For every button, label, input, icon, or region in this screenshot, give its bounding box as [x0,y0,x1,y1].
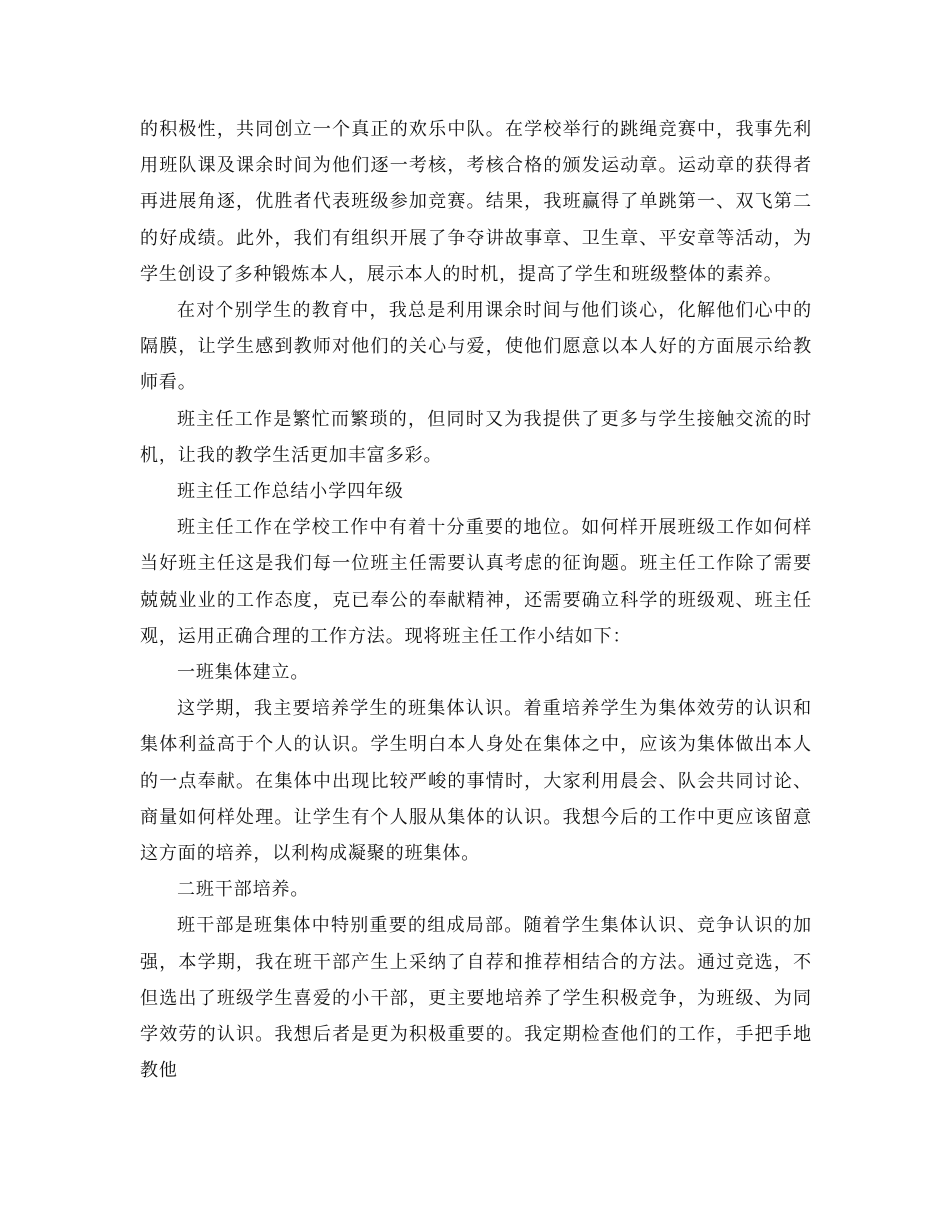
paragraph-class-cadres: 班干部是班集体中特别重要的组成局部。随着学生集体认识、竞争认识的加强，本学期，我在班干部产生上采纳了自荐和推荐相结合的方法。通过竞选，不但选出了班级学生喜爱的小干部，更主要地培养了学生积极竞争，为班级、为同学效劳的认识。我想后者是更为积极重要的。我定期检查他们的工作，手把手地教他 [140,915,812,1082]
heading-class-collective: 一班集体建立。 [177,662,310,684]
paragraph-teacher-work: 班主任工作是繁忙而繁琐的，但同时又为我提供了更多与学生接触交流的时机，让我的教学生活更加丰富多彩。 [140,408,812,466]
heading-class-cadres: 二班干部培养。 [177,879,310,901]
paragraph-individual-education: 在对个别学生的教育中，我总是利用课余时间与他们谈心，化解他们心中的隔膜，让学生感到教师对他们的关心与爱，使他们愿意以本人好的方面展示给教师看。 [140,300,812,394]
document-body [140,112,812,1089]
section-title: 班主任工作总结小学四年级 [177,481,404,503]
paragraph-continuation: 的积极性，共同创立一个真正的欢乐中队。在学校举行的跳绳竞赛中，我事先利用班队课及课余时间为他们逐一考核，考核合格的颁发运动章。运动章的获得者再进展角逐，优胜者代表班级参加竞赛。结果，我班赢得了单跳第一、双飞第二的好成绩。此外，我们有组织开展了争夺讲故事章、卫生章、平安章等活动，为学生创设了多种锻炼本人，展示本人的时机，提高了学生和班级整体的素养。 [140,119,812,285]
paragraph-class-collective: 这学期，我主要培养学生的班集体认识。着重培养学生为集体效劳的认识和集体利益高于个人的认识。学生明白本人身处在集体之中，应该为集体做出本人的一点奉献。在集体中出现比较严峻的事情时，大家利用晨会、队会共同讨论、商量如何样处理。让学生有个人服从集体的认识。我想今后的工作中更应该留意这方面的培养，以利构成凝聚的班集体。 [140,698,812,865]
paragraph-introduction: 班主任工作在学校工作中有着十分重要的地位。如何样开展班级工作如何样当好班主任这是我们每一位班主任需要认真考虑的征询题。班主任工作除了需要兢兢业业的工作态度，克已奉公的奉献精神，还需要确立科学的班级观、班主任观，运用正确合理的工作方法。现将班主任工作小结如下： [140,517,812,647]
